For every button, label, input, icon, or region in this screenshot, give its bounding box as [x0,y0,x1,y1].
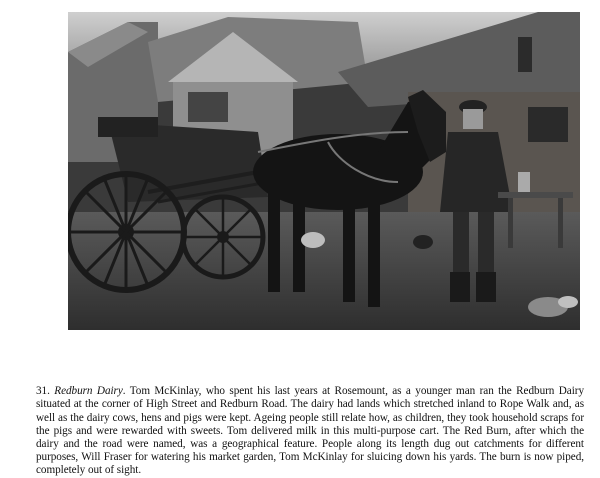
caption-number: 31. [36,385,50,398]
photo-illustration [68,12,580,330]
photo-caption [36,385,584,477]
caption-body: . Tom McKinlay, who spent his last years at Rosemount, as a younger man ran the Redburn Dairy situated at the corner of High Street and Redburn Road. The dairy had lands which stretched inland to Rope Walk and, as well as the dairy cows, hens and pigs were kept. Ageing people still relate how, as children, they took household scraps for the pigs and were rewarded with sweets. Tom delivered milk in this multi-purpose cart. The Red Burn, after which the dairy and the road were named, was a geographical feature. People along its length dug out catchments for different purposes, Will Fraser for watering his market garden, Tom McKinlay for sluicing down his yards. The burn is now piped, completely out of sight. [36,385,584,477]
historic-photograph [68,12,580,330]
caption-title: Redburn Dairy [54,385,123,398]
